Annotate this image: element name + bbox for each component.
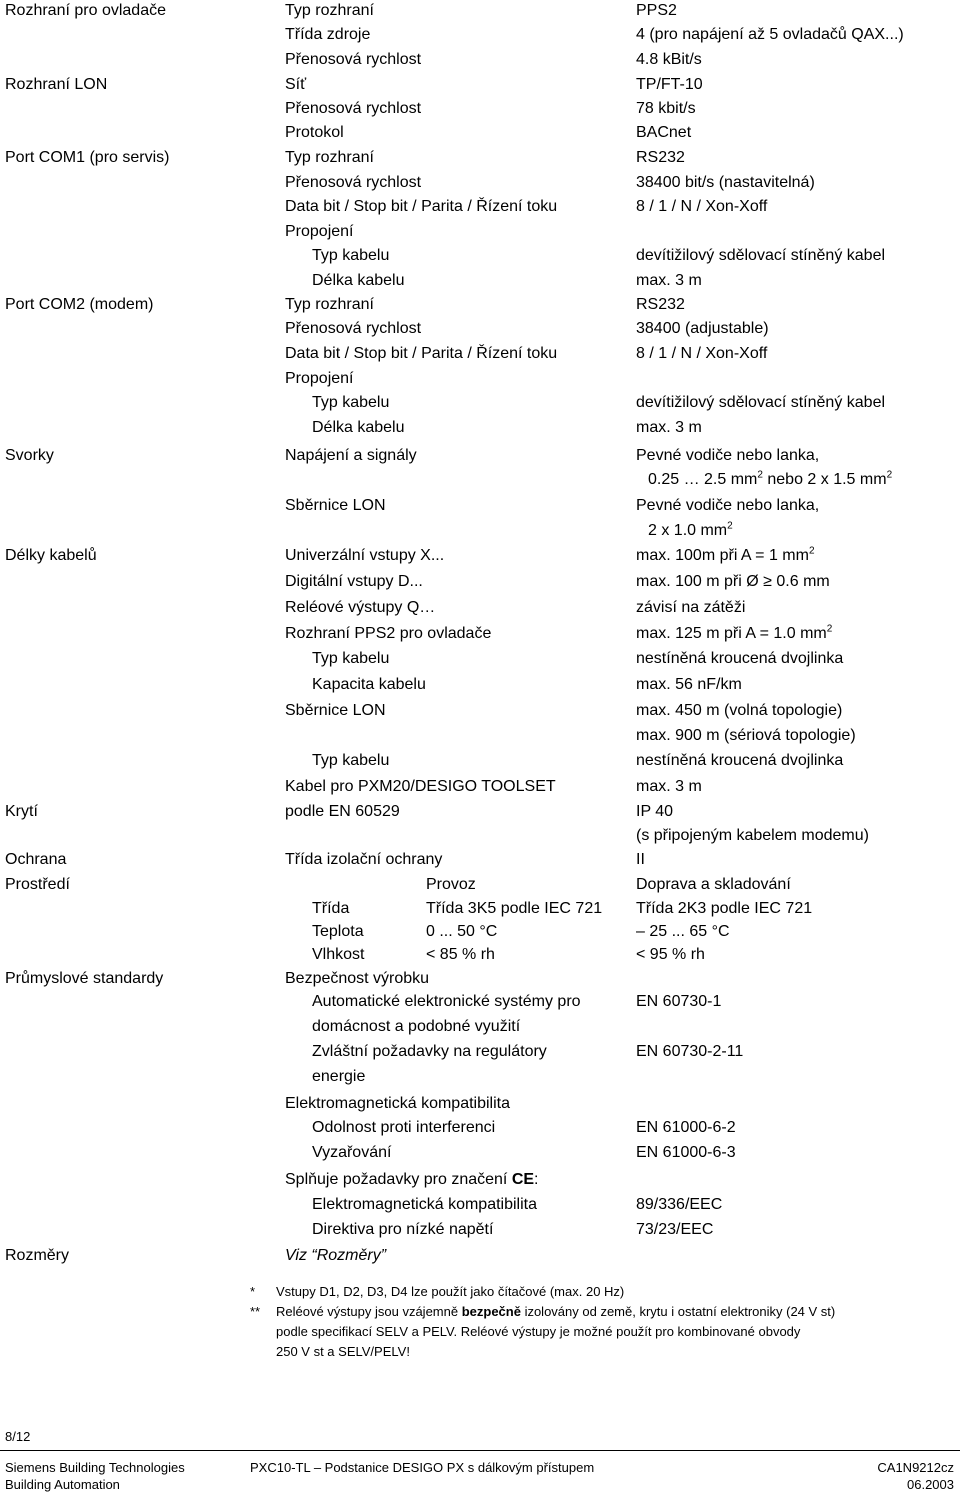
sub-parameter-label: Délka kabelu	[312, 419, 405, 436]
parameter-value: max. 3 m	[636, 272, 702, 289]
sub-parameter-label: Elektromagnetická kompatibilita	[312, 1196, 537, 1213]
parameter-value: BACnet	[636, 124, 692, 141]
sub-parameter-label: Délka kabelu	[312, 272, 405, 289]
parameter-label: Sběrnice LON	[285, 702, 386, 719]
parameter-label: Data bit / Stop bit / Parita / Řízení toku	[285, 345, 558, 362]
section-label: Rozměry	[5, 1247, 70, 1264]
parameter-value: IP 40	[636, 803, 674, 820]
parameter-value: 0.25 … 2.5 $mm^2$ nebo 2 x 1.5 $mm^2$	[648, 469, 893, 488]
parameter-label: Přenosová rychlost	[285, 51, 422, 68]
parameter-value: 8 / 1 / N / Xon-Xoff	[636, 198, 768, 215]
sub-parameter-label: Typ kabelu	[312, 752, 390, 769]
parameter-value: II	[636, 851, 645, 868]
parameter-value: 2 x 1.0 $mm^2$	[648, 520, 733, 539]
parameter-label: Třída izolační ochrany	[285, 851, 443, 868]
sub-parameter-label: Třída	[312, 900, 350, 917]
section-label: Prostředí	[5, 876, 70, 893]
section-label: Délky kabelů	[5, 547, 97, 564]
parameter-label: Splňuje požadavky pro značení CE:	[285, 1171, 539, 1188]
sub-parameter-label: Typ kabelu	[312, 394, 390, 411]
division-name: Building Automation	[5, 1477, 120, 1492]
parameter-label: Rozhraní PPS2 pro ovladače	[285, 625, 492, 642]
parameter-value: – 25 ... 65 °C	[636, 923, 730, 940]
parameter-label: Elektromagnetická kompatibilita	[285, 1095, 510, 1112]
section-label: Rozhraní LON	[5, 76, 108, 93]
sub-parameter-label: Vlhkost	[312, 946, 365, 963]
parameter-label: Digitální vstupy D...	[285, 573, 423, 590]
sub-parameter-label: Kapacita kabelu	[312, 676, 426, 693]
parameter-value: devítižilový sdělovací stíněný kabel	[636, 394, 886, 411]
sub-parameter-label: energie	[312, 1068, 366, 1085]
parameter-label: Typ rozhraní	[285, 296, 374, 313]
parameter-value: nestíněná kroucená dvojlinka	[636, 752, 844, 769]
sub-parameter-label: Typ kabelu	[312, 650, 390, 667]
parameter-value: max. 3 m	[636, 778, 702, 795]
footnote-2-mark: **	[250, 1304, 261, 1319]
parameter-label: Propojení	[285, 223, 354, 240]
parameter-value: max. 3 m	[636, 419, 702, 436]
parameter-label: Třída zdroje	[285, 26, 371, 43]
operation-value: < 85 % rh	[426, 946, 495, 963]
sub-parameter-label: Odolnost proti interferenci	[312, 1119, 496, 1136]
parameter-value: EN 61000-6-3	[636, 1144, 736, 1161]
parameter-value: Pevné vodiče nebo lanka,	[636, 497, 820, 514]
parameter-label: Síť	[285, 76, 307, 93]
parameter-value: 38400 (adjustable)	[636, 320, 769, 337]
sub-parameter-label: Automatické elektronické systémy pro	[312, 993, 581, 1010]
parameter-value: 78 kbit/s	[636, 100, 696, 117]
parameter-value: 8 / 1 / N / Xon-Xoff	[636, 345, 768, 362]
page-number: 8/12	[5, 1429, 31, 1444]
sub-parameter-label: Vyzařování	[312, 1144, 392, 1161]
parameter-value: max. 450 m (volná topologie)	[636, 702, 843, 719]
parameter-value: 4.8 kBit/s	[636, 51, 702, 68]
parameter-value: (s připojeným kabelem modemu)	[636, 827, 869, 844]
footnote-1-text: Vstupy D1, D2, D3, D4 lze použít jako čítačové (max. 20 Hz)	[276, 1284, 625, 1299]
parameter-label: Bezpečnost výrobku	[285, 970, 430, 987]
sub-parameter-label: Direktiva pro nízké napětí	[312, 1221, 494, 1238]
sub-parameter-label: domácnost a podobné využití	[312, 1018, 521, 1035]
parameter-value: 38400 bit/s (nastavitelná)	[636, 174, 815, 191]
section-label: Ochrana	[5, 851, 67, 868]
parameter-value: EN 60730-1	[636, 993, 722, 1010]
parameter-value: max. 100 m při Ø ≥ 0.6 mm	[636, 573, 830, 590]
document-number: CA1N9212cz	[877, 1460, 954, 1475]
parameter-value: nestíněná kroucená dvojlinka	[636, 650, 844, 667]
parameter-value: RS232	[636, 296, 685, 313]
sub-parameter-label: Typ kabelu	[312, 247, 390, 264]
parameter-label: podle EN 60529	[285, 803, 400, 820]
operation-value: 0 ... 50 °C	[426, 923, 498, 940]
parameter-value: 4 (pro napájení až 5 ovladačů QAX...)	[636, 26, 904, 43]
parameter-value: max. 56 nF/km	[636, 676, 742, 693]
section-label: Rozhraní pro ovladače	[5, 2, 166, 19]
section-label: Port COM1 (pro servis)	[5, 149, 170, 166]
section-label: Svorky	[5, 447, 54, 464]
parameter-label: Data bit / Stop bit / Parita / Řízení toku	[285, 198, 558, 215]
parameter-label: Propojení	[285, 370, 354, 387]
footnote-2-line-3: 250 V st a SELV/PELV!	[276, 1344, 410, 1359]
parameter-value: Pevné vodiče nebo lanka,	[636, 447, 820, 464]
parameter-label: Napájení a signály	[285, 447, 417, 464]
parameter-value: max. 900 m (sériová topologie)	[636, 727, 856, 744]
parameter-label: Sběrnice LON	[285, 497, 386, 514]
section-label: Port COM2 (modem)	[5, 296, 154, 313]
parameter-value: TP/FT-10	[636, 76, 703, 93]
footnote-1-mark: *	[250, 1284, 256, 1299]
parameter-label: Reléové výstupy Q…	[285, 599, 436, 616]
parameter-label: Typ rozhraní	[285, 2, 374, 19]
parameter-value: max. 100m při A = 1 $mm^2$	[636, 545, 815, 564]
parameter-label: Přenosová rychlost	[285, 320, 422, 337]
parameter-label: Přenosová rychlost	[285, 100, 422, 117]
parameter-value: devítižilový sdělovací stíněný kabel	[636, 247, 886, 264]
parameter-label: Protokol	[285, 124, 344, 141]
operation-value: Provoz	[426, 876, 476, 893]
parameter-value: Doprava a skladování	[636, 876, 791, 893]
section-label: Průmyslové standardy	[5, 970, 164, 987]
parameter-value: Třída 2K3 podle IEC 721	[636, 900, 813, 917]
footnote-2-emphasis: bezpečně	[461, 1304, 521, 1319]
document-date: 06.2003	[907, 1477, 954, 1492]
parameter-label: Typ rozhraní	[285, 149, 374, 166]
sub-parameter-label: Teplota	[312, 923, 364, 940]
parameter-value: < 95 % rh	[636, 946, 705, 963]
parameter-label: Univerzální vstupy X...	[285, 547, 445, 564]
sub-parameter-label: Zvláštní požadavky na regulátory	[312, 1043, 547, 1060]
parameter-value: PPS2	[636, 2, 677, 19]
parameter-value: 73/23/EEC	[636, 1221, 714, 1238]
operation-value: Třída 3K5 podle IEC 721	[426, 900, 603, 917]
parameter-value: EN 60730-2-11	[636, 1043, 744, 1060]
footnote-2-line-1: Reléové výstupy jsou vzájemně bezpečně izolovány od země, krytu i ostatní elektroniky (24 V st)	[276, 1304, 836, 1319]
document-title: PXC10-TL – Podstanice DESIGO PX s dálkovým přístupem	[250, 1460, 595, 1475]
parameter-label: Kabel pro PXM20/DESIGO TOOLSET	[285, 778, 556, 795]
parameter-label: Viz “Rozměry”	[285, 1247, 387, 1264]
company-name: Siemens Building Technologies	[5, 1460, 185, 1475]
parameter-value: EN 61000-6-2	[636, 1119, 736, 1136]
footer-divider	[0, 1450, 960, 1451]
parameter-label: Přenosová rychlost	[285, 174, 422, 191]
parameter-value: max. 125 m při A = 1.0 $mm^2$	[636, 623, 833, 642]
parameter-value: závisí na zátěži	[636, 599, 746, 616]
section-label: Krytí	[5, 803, 38, 820]
ce-mark: CE	[511, 1171, 535, 1188]
parameter-value: 89/336/EEC	[636, 1196, 723, 1213]
footnote-2-line-2: podle specifikací SELV a PELV. Reléové výstupy je možné použít pro kombinované obvody	[276, 1324, 801, 1339]
parameter-value: RS232	[636, 149, 685, 166]
